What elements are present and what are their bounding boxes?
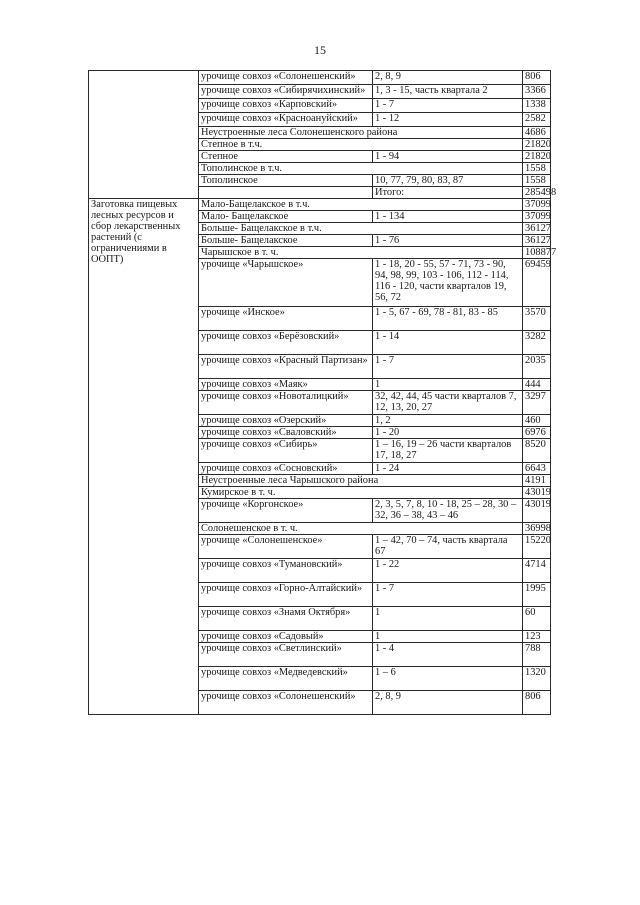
forest-name-cell: урочище «Коргонское» [199,499,373,523]
forest-name-cell: Больше- Бащелакское в т.ч. [199,223,523,235]
area-cell: 1995 [523,583,551,607]
area-cell: 37099 [523,211,551,223]
forest-name-cell: урочище совхоз «Солонешенский» [199,691,373,715]
purpose-cell: Заготовка пищевых лесных ресурсов и сбор лекарственных растений (с ограничениями в ООПТ) [89,199,199,715]
quarters-cell: 1 - 134 [373,211,523,223]
forest-name-cell: Неустроенные леса Солонешенского района [199,127,523,139]
area-cell: 806 [523,71,551,85]
forest-name-cell: урочище совхоз «Озерский» [199,415,373,427]
forest-name-cell: урочище «Чарышское» [199,259,373,307]
area-cell: 43019 [523,487,551,499]
forest-name-cell: урочище совхоз «Сибирячихинский» [199,85,373,99]
area-cell: 2582 [523,113,551,127]
area-cell: 3570 [523,307,551,331]
area-cell: 6976 [523,427,551,439]
forest-name-cell: урочище совхоз «Медведевский» [199,667,373,691]
area-cell: 1558 [523,175,551,187]
quarters-cell: 1 – 42, 70 – 74, часть квартала 67 [373,535,523,559]
area-cell: 36998 [523,523,551,535]
forest-name-cell: урочище совхоз «Знамя Октября» [199,607,373,631]
area-cell: 15220 [523,535,551,559]
quarters-cell: 2, 8, 9 [373,691,523,715]
quarters-cell: Итого: [373,187,523,199]
quarters-cell: 1 - 24 [373,463,523,475]
forest-name-cell: Неустроенные леса Чарышского района [199,475,523,487]
area-cell: 21820 [523,151,551,163]
area-cell: 8520 [523,439,551,463]
forest-name-cell: Степное в т.ч. [199,139,523,151]
area-cell: 6643 [523,463,551,475]
forest-name-cell: урочище совхоз «Сваловский» [199,427,373,439]
forest-name-cell: Солонешенское в т. ч. [199,523,523,535]
quarters-cell: 1 - 20 [373,427,523,439]
forest-name-cell: Чарышское в т. ч. [199,247,523,259]
quarters-cell: 10, 77, 79, 80, 83, 87 [373,175,523,187]
forest-name-cell: урочище совхоз «Красный Партизан» [199,355,373,379]
quarters-cell: 1 [373,631,523,643]
area-cell: 444 [523,379,551,391]
page-number: 15 [314,43,326,57]
area-cell: 60 [523,607,551,631]
forest-name-cell: урочище совхоз «Берёзовский» [199,331,373,355]
quarters-cell: 2, 3, 5, 7, 8, 10 - 18, 25 – 28, 30 – 32, 36 – 38, 43 – 46 [373,499,523,523]
quarters-cell: 1 – 16, 19 – 26 части кварталов 17, 18, 27 [373,439,523,463]
forest-name-cell: урочище «Солонешенское» [199,535,373,559]
area-cell: 69459 [523,259,551,307]
table-row [89,71,551,85]
area-cell: 43019 [523,499,551,523]
area-cell: 788 [523,643,551,667]
quarters-cell: 1 [373,379,523,391]
forest-name-cell: урочище «Инское» [199,307,373,331]
quarters-cell: 32, 42, 44, 45 части кварталов 7, 12, 13, 20, 27 [373,391,523,415]
area-cell: 36127 [523,235,551,247]
area-cell: 37099 [523,199,551,211]
forest-name-cell: урочище совхоз «Светлинский» [199,643,373,667]
purpose-cell-previous [89,71,199,199]
forest-name-cell: Тополинское [199,175,373,187]
forest-name-cell: Кумирское в т. ч. [199,487,523,499]
quarters-cell: 1 – 6 [373,667,523,691]
quarters-cell: 1 - 14 [373,331,523,355]
area-cell: 1320 [523,667,551,691]
quarters-cell: 1 - 76 [373,235,523,247]
forest-name-cell: урочище совхоз «Новоталицкий» [199,391,373,415]
quarters-cell: 1 - 5, 67 - 69, 78 - 81, 83 - 85 [373,307,523,331]
area-cell: 1558 [523,163,551,175]
quarters-cell: 1 - 22 [373,559,523,583]
quarters-cell: 1 - 4 [373,643,523,667]
area-cell: 4191 [523,475,551,487]
forest-name-cell: урочище совхоз «Красноануйский» [199,113,373,127]
forest-name-cell: Мало- Бащелакское [199,211,373,223]
area-cell: 1338 [523,99,551,113]
forest-name-cell: Тополинское в т.ч. [199,163,523,175]
area-cell: 285498 [523,187,551,199]
area-cell: 3297 [523,391,551,415]
area-cell: 108877 [523,247,551,259]
forest-name-cell: Больше- Бащелакское [199,235,373,247]
forest-name-cell: урочище совхоз «Карповский» [199,99,373,113]
area-cell: 4714 [523,559,551,583]
quarters-cell: 1 - 7 [373,583,523,607]
forest-name-cell: Степное [199,151,373,163]
area-cell: 123 [523,631,551,643]
quarters-cell: 1 - 7 [373,355,523,379]
forest-table [88,70,557,715]
area-cell: 3366 [523,85,551,99]
quarters-cell: 1, 2 [373,415,523,427]
quarters-cell: 1, 3 - 15, часть квартала 2 [373,85,523,99]
quarters-cell: 1 - 94 [373,151,523,163]
forest-name-cell: Мало-Бащелакское в т.ч. [199,199,523,211]
area-cell: 460 [523,415,551,427]
area-cell: 3282 [523,331,551,355]
forest-name-cell: урочище совхоз «Маяк» [199,379,373,391]
forest-name-cell: урочище совхоз «Горно-Алтайский» [199,583,373,607]
quarters-cell: 1 [373,607,523,631]
quarters-cell: 1 - 18, 20 - 55, 57 - 71, 73 - 90, 94, 98, 99, 103 - 106, 112 - 114, 116 - 120, части кварталов 19, 56, 72 [373,259,523,307]
forest-name-cell [199,187,373,199]
quarters-cell: 1 - 12 [373,113,523,127]
forest-name-cell: урочище совхоз «Сосновский» [199,463,373,475]
forest-name-cell: урочище совхоз «Солонешенский» [199,71,373,85]
quarters-cell: 2, 8, 9 [373,71,523,85]
forest-name-cell: урочище совхоз «Тумановский» [199,559,373,583]
area-cell: 4686 [523,127,551,139]
table-row [89,199,551,211]
area-cell: 2035 [523,355,551,379]
forest-table-body [89,71,557,715]
forest-name-cell: урочище совхоз «Сибирь» [199,439,373,463]
area-cell: 36127 [523,223,551,235]
area-cell: 21820 [523,139,551,151]
quarters-cell: 1 - 7 [373,99,523,113]
forest-name-cell: урочище совхоз «Садовый» [199,631,373,643]
area-cell: 806 [523,691,551,715]
